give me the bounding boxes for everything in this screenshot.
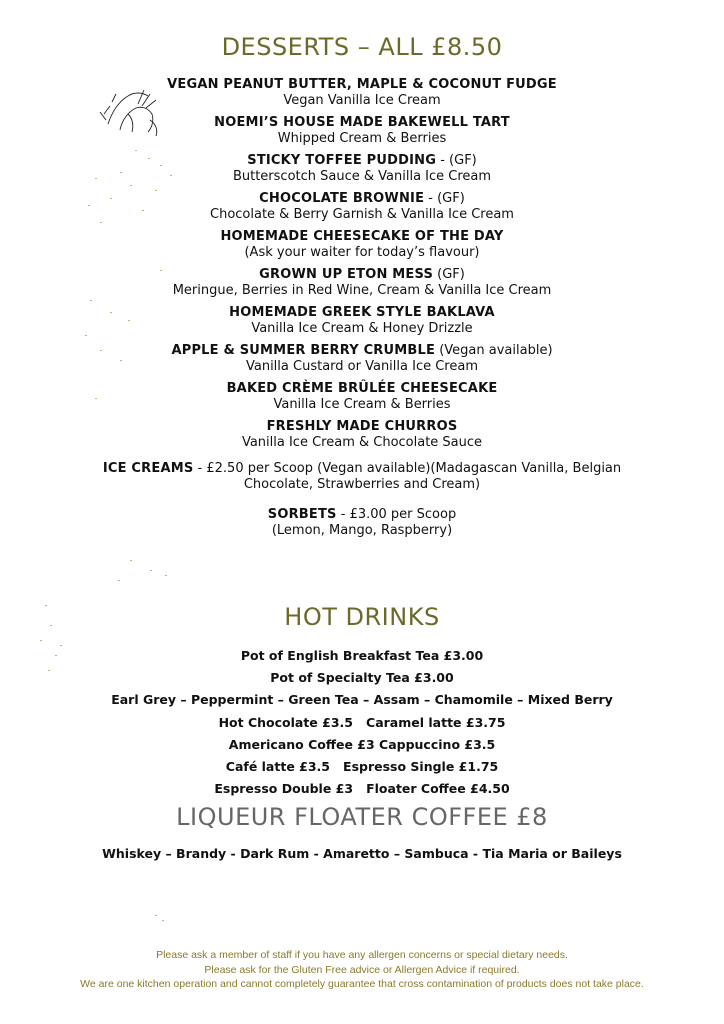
sorbets-note: - £3.00 per Scoop (336, 507, 457, 522)
dessert-description: Vanilla Ice Cream & Honey Drizzle (251, 321, 473, 336)
dessert-description: (Ask your waiter for today’s flavour) (244, 245, 480, 260)
dessert-item (0, 305, 724, 337)
dessert-name: APPLE & SUMMER BERRY CRUMBLE (171, 343, 436, 358)
allergen-footer (0, 948, 724, 992)
dessert-item (0, 191, 724, 223)
dessert-item (0, 115, 724, 147)
liqueur-title: LIQUEUR FLOATER COFFEE £8 (176, 803, 548, 831)
hot-drink-line: Pot of Specialty Tea £3.00 (270, 670, 454, 686)
liqueur-options: Whiskey – Brandy - Dark Rum - Amaretto – Sambuca - Tia Maria or Baileys (102, 846, 622, 861)
dessert-item (0, 267, 724, 299)
hot-drink-line: Hot Chocolate £3.5 Caramel latte £3.75 (218, 714, 506, 730)
dessert-item (0, 77, 724, 109)
ice-creams-note: - £2.50 per Scoop (Vegan available)(Madagascan Vanilla, Belgian (193, 461, 622, 476)
dessert-description: Vegan Vanilla Ice Cream (283, 93, 441, 108)
sorbets-flavours: (Lemon, Mango, Raspberry) (271, 523, 453, 538)
dessert-name: GROWN UP ETON MESS (259, 267, 434, 282)
desserts-title: DESSERTS – ALL £8.50 (221, 33, 503, 61)
hot-drinks-title: HOT DRINKS (284, 603, 440, 631)
dessert-name: HOMEMADE CHEESECAKE OF THE DAY (220, 229, 504, 244)
dessert-name: CHOCOLATE BROWNIE (259, 191, 425, 206)
sorbets-name: SORBETS (267, 507, 337, 522)
dessert-description: Vanilla Custard or Vanilla Ice Cream (245, 359, 478, 374)
ice-creams-flavours: Chocolate, Strawberries and Cream) (243, 477, 481, 492)
footer-line: Please ask a member of staff if you have any allergen concerns or special dietary needs. (156, 949, 568, 961)
dessert-name: STICKY TOFFEE PUDDING (247, 153, 437, 168)
dessert-description: Vanilla Ice Cream & Chocolate Sauce (241, 435, 483, 450)
dessert-description: Whipped Cream & Berries (277, 131, 447, 146)
hot-drinks-list (0, 645, 724, 800)
dessert-note: - (GF) (436, 153, 477, 168)
dessert-note: (Vegan available) (435, 343, 553, 358)
desserts-list (0, 77, 724, 545)
footer-line: We are one kitchen operation and cannot completely guarantee that cross contamination of products does not take place. (80, 978, 644, 990)
dessert-note: (GF) (433, 267, 465, 282)
dessert-item (0, 381, 724, 413)
hot-drink-line: Earl Grey – Peppermint – Green Tea – Assam – Chamomile – Mixed Berry (111, 692, 613, 708)
dessert-item (0, 419, 724, 451)
hot-drink-line: Espresso Double £3 Floater Coffee £4.50 (214, 781, 510, 797)
hot-drink-line: Café latte £3.5 Espresso Single £1.75 (225, 759, 499, 775)
dessert-name: BAKED CRÈME BRÛLÉE CHEESECAKE (226, 381, 498, 396)
hot-drink-line: Americano Coffee £3 Cappuccino £3.5 (228, 736, 496, 752)
hot-drink-line: Pot of English Breakfast Tea £3.00 (240, 648, 484, 663)
dessert-item (0, 229, 724, 261)
sorbets-item (0, 507, 724, 539)
ice-creams-name: ICE CREAMS (102, 461, 194, 476)
footer-line: Please ask for the Gluten Free advice or Allergen Advice if required. (204, 963, 520, 976)
dessert-item (0, 343, 724, 375)
dessert-description: Chocolate & Berry Garnish & Vanilla Ice Cream (210, 207, 514, 222)
dessert-name: FRESHLY MADE CHURROS (266, 419, 458, 434)
dessert-description: Vanilla Ice Cream & Berries (273, 397, 451, 412)
dessert-description: Meringue, Berries in Red Wine, Cream & Vanilla Ice Cream (172, 283, 552, 298)
dessert-item (0, 153, 724, 185)
dessert-name: HOMEMADE GREEK STYLE BAKLAVA (229, 305, 495, 320)
ice-creams-item (0, 461, 724, 493)
dessert-name: VEGAN PEANUT BUTTER, MAPLE & COCONUT FUDGE (167, 77, 557, 92)
dessert-note: - (GF) (424, 191, 465, 206)
dessert-name: NOEMI’S HOUSE MADE BAKEWELL TART (214, 115, 510, 130)
dessert-description: Butterscotch Sauce & Vanilla Ice Cream (232, 169, 492, 184)
